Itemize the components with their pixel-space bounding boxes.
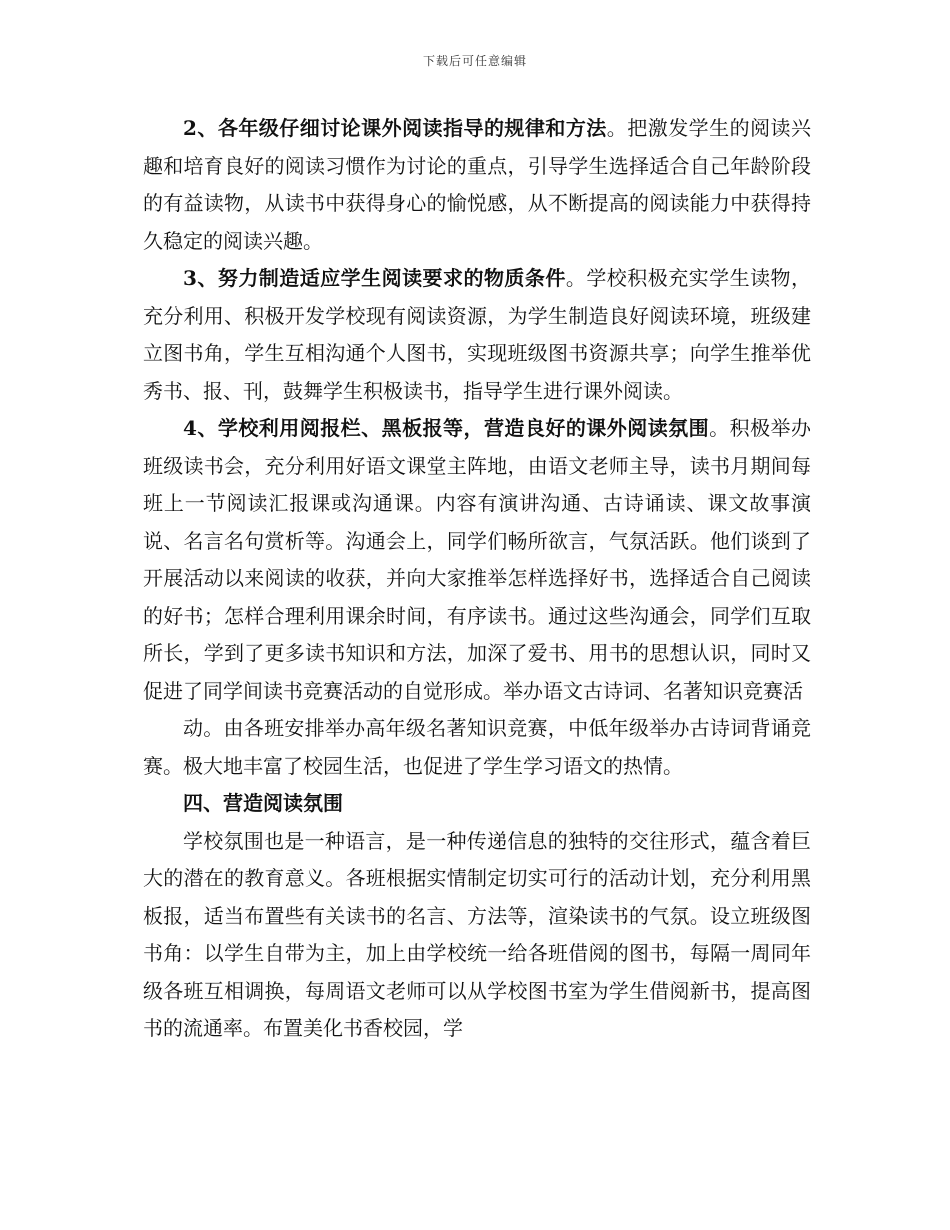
page-header: 下载后可任意编辑 <box>422 54 527 68</box>
paragraph-school-atmosphere <box>143 823 811 1048</box>
paragraph-material-conditions <box>143 260 811 410</box>
paragraph-lead: 3、努力制造适应学生阅读要求的物质条件 <box>183 266 566 290</box>
paragraph-lead: 2、各年级仔细讨论课外阅读指导的规律和方法 <box>183 116 607 140</box>
paragraph-text: 学校氛围也是一种语言，是一种传递信息的独特的交往形式，蕴含着巨大的潜在的教育意义。各班根据实情制定切实可行的活动计划，充分利用黑板报，适当布置些有关读书的名言、方法等，渲染读书的气氛。设立班级图书角：以学生自带为主，加上由学校统一给各班借阅的图书，每隔一周同年级各班互相调换，每周语文老师可以从学校图书室为学生借阅新书，提高图书的流通率。布置美化书香校园，学 <box>143 828 811 1040</box>
paragraph-competitions <box>143 710 811 785</box>
paragraph-text: 。积极举办班级读书会，充分利用好语文课堂主阵地，由语文老师主导，读书月期间每班上一节阅读汇报课或沟通课。内容有演讲沟通、古诗诵读、课文故事演说、名言名句赏析等。沟通会上，同学们畅所欲言，气氛活跃。他们谈到了开展活动以来阅读的收获，并向大家推举怎样选择好书，选择适合自己阅读的好书；怎样合理利用课余时间，有序读书。通过这些沟通会，同学们互取所长，学到了更多读书知识和方法，加深了爱书、用书的思想认识，同时又促进了同学间读书竞赛活动的自觉形成。举办语文古诗词、名著知识竞赛活 <box>143 416 812 703</box>
section-heading: 四、营造阅读氛围 <box>183 791 343 815</box>
paragraph-reading-atmosphere <box>143 410 811 710</box>
document-body <box>143 110 811 1048</box>
paragraph-reading-guidance <box>143 110 811 260</box>
paragraph-text: 动。由各班安排举办高年级名著知识竞赛，中低年级举办古诗词背诵竞赛。极大地丰富了校园生活，也促进了学生学习语文的热情。 <box>143 716 811 778</box>
paragraph-text: 。把激发学生的阅读兴趣和培育良好的阅读习惯作为讨论的重点，引导学生选择适合自己年龄阶段的有益读物，从读书中获得身心的愉悦感，从不断提高的阅读能力中获得持久稳定的阅读兴趣。 <box>143 116 812 253</box>
paragraph-lead: 4、学校利用阅报栏、黑板报等，营造良好的课外阅读氛围 <box>183 416 710 440</box>
paragraph-text: 。学校积极充实学生读物，充分利用、积极开发学校现有阅读资源，为学生制造良好阅读环境，班级建立图书角，学生互相沟通个人图书，实现班级图书资源共享；向学生推举优秀书、报、刊，鼓舞学生积极读书，指导学生进行课外阅读。 <box>143 266 812 403</box>
